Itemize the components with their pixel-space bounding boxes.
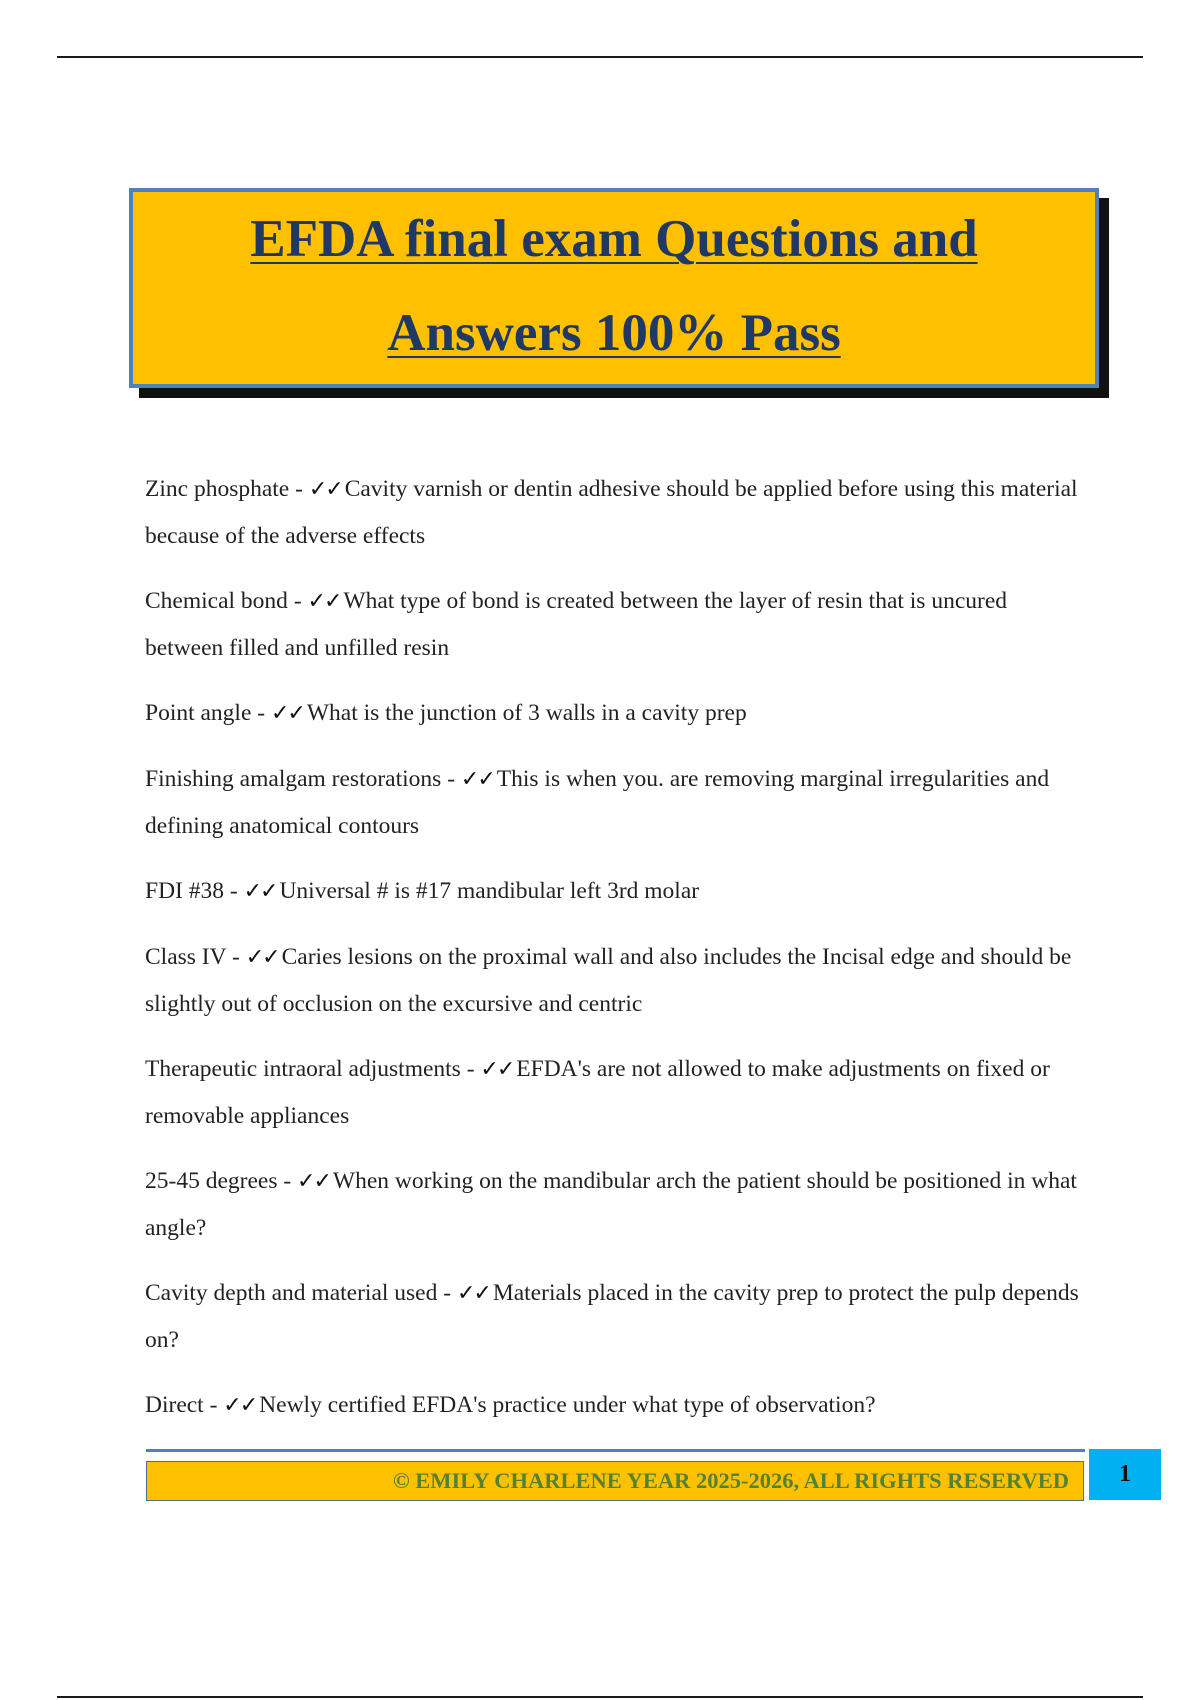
double-check-icon: ✓✓ [245, 945, 279, 970]
qa-item [145, 1158, 1085, 1251]
qa-separator: - [224, 878, 244, 904]
title-banner [129, 188, 1099, 388]
qa-separator: - [287, 588, 308, 614]
qa-definition: Universal # is #17 mandibular left 3rd molar [279, 878, 700, 904]
qa-item [145, 1382, 1085, 1429]
qa-definition: What type of bond is created between the layer of resin that is uncured between filled and unfilled resin [145, 588, 1008, 661]
qa-separator: - [226, 944, 246, 970]
qa-item [145, 578, 1085, 671]
qa-definition: Newly certified EFDA's practice under what type of observation? [259, 1392, 876, 1418]
qa-term: FDI #38 [145, 878, 224, 904]
qa-definition: Caries lesions on the proximal wall and also includes the Incisal edge and should be slightly out of occlusion on the excursive and centric [145, 944, 1072, 1017]
bottom-rule [57, 1696, 1143, 1698]
double-check-icon: ✓✓ [270, 701, 304, 726]
page-number-badge: 1 [1089, 1449, 1161, 1500]
double-check-icon: ✓✓ [460, 767, 494, 792]
footer-banner [146, 1461, 1084, 1501]
qa-definition: Materials placed in the cavity prep to protect the pulp depends on? [145, 1280, 1079, 1353]
qa-term: Zinc phosphate [145, 476, 290, 502]
qa-item [145, 690, 1085, 737]
qa-item [145, 466, 1085, 559]
qa-separator: - [277, 1168, 298, 1194]
qa-item [145, 756, 1085, 849]
qa-list [145, 466, 1085, 1448]
qa-term: Direct [145, 1392, 204, 1418]
qa-term: Class IV [145, 944, 227, 970]
qa-definition: Cavity varnish or dentin adhesive should be applied before using this material because of the adverse effects [145, 476, 1078, 549]
qa-item [145, 934, 1085, 1027]
qa-separator: - [203, 1392, 224, 1418]
qa-term: Chemical bond [145, 588, 288, 614]
double-check-icon: ✓✓ [480, 1057, 514, 1082]
qa-definition: EFDA's are not allowed to make adjustments on fixed or removable appliances [145, 1056, 1050, 1129]
qa-separator: - [460, 1056, 481, 1082]
title-line-1: EFDA final exam Questions and [250, 210, 978, 268]
qa-item [145, 1270, 1085, 1363]
qa-separator: - [437, 1280, 457, 1306]
qa-separator: - [289, 476, 309, 502]
title-line-2: Answers 100% Pass [387, 304, 841, 362]
double-check-icon: ✓✓ [243, 879, 277, 904]
qa-term: Point angle [145, 700, 252, 726]
qa-definition: When working on the mandibular arch the patient should be positioned in what angle? [145, 1168, 1077, 1241]
double-check-icon: ✓✓ [223, 1393, 257, 1418]
double-check-icon: ✓✓ [456, 1281, 490, 1306]
double-check-icon: ✓✓ [307, 589, 341, 614]
qa-separator: - [251, 700, 271, 726]
footer-rule [146, 1449, 1085, 1452]
qa-definition: This is when you. are removing marginal irregularities and defining anatomical contours [145, 766, 1050, 839]
double-check-icon: ✓✓ [308, 477, 342, 502]
qa-definition: What is the junction of 3 walls in a cavity prep [306, 700, 747, 726]
copyright-text: © EMILY CHARLENE YEAR 2025-2026, ALL RIGHTS RESERVED [392, 1468, 1069, 1493]
qa-item [145, 1046, 1085, 1139]
qa-term: Cavity depth and material used [145, 1280, 438, 1306]
qa-item [145, 868, 1085, 915]
qa-term: Finishing amalgam restorations [145, 766, 442, 792]
qa-separator: - [441, 766, 461, 792]
top-rule [57, 56, 1143, 58]
qa-term: 25-45 degrees [145, 1168, 278, 1194]
double-check-icon: ✓✓ [297, 1169, 330, 1194]
qa-term: Therapeutic intraoral adjustments [145, 1056, 461, 1082]
